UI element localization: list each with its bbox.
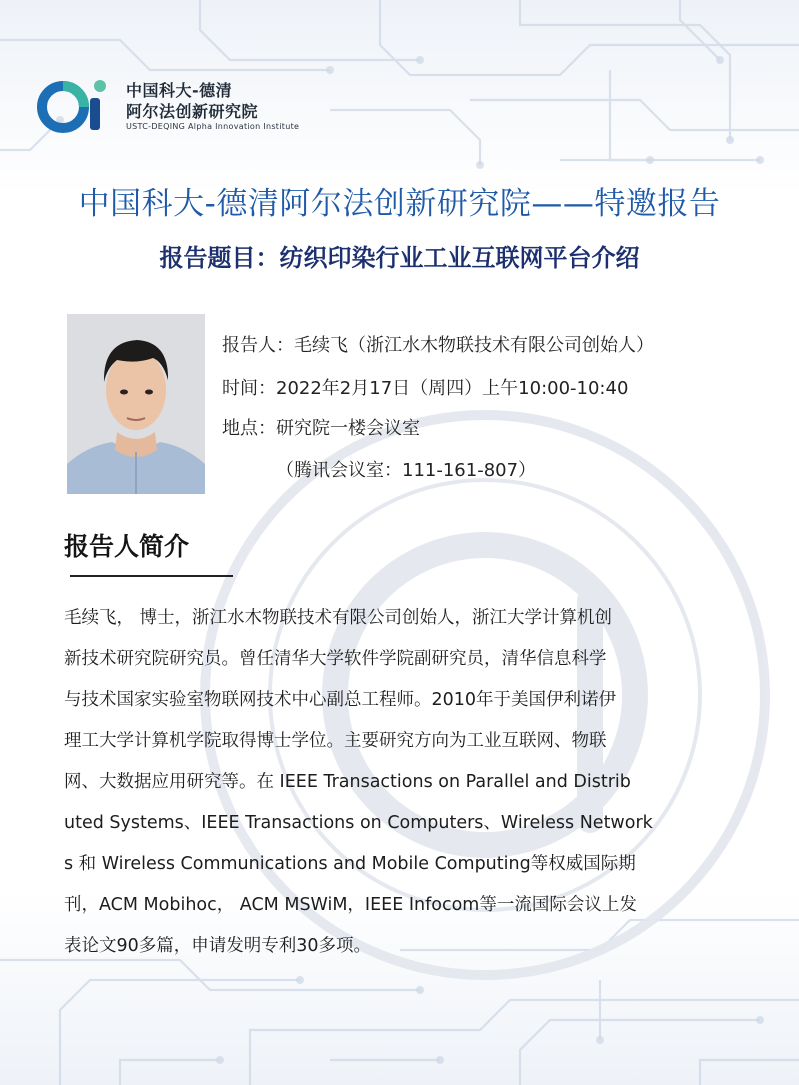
bio-line: 毛续飞， 博士，浙江水木物联技术有限公司创始人，浙江大学计算机创	[64, 608, 613, 628]
report-main-title: 中国科大-德清阿尔法创新研究院——特邀报告	[78, 186, 721, 222]
speaker-bio-heading: 报告人简介	[64, 532, 190, 561]
bio-line: 与技术国家实验室物联网技术中心副总工程师。2010年于美国伊利诺伊	[64, 690, 617, 710]
heading-underline	[70, 575, 233, 577]
bio-line: 理工大学计算机学院取得博士学位。主要研究方向为工业互联网、物联	[64, 731, 607, 751]
tencent-meeting-line: （腾讯会议室：111-161-807）	[276, 460, 537, 481]
report-time-line: 时间：2022年2月17日（周四）上午10:00-10:40	[222, 378, 629, 399]
report-location-line: 地点：研究院一楼会议室	[222, 418, 420, 439]
speaker-name-line: 报告人：毛续飞（浙江水木物联技术有限公司创始人）	[222, 335, 654, 356]
logo-english-line: USTC-DEQING Alpha Innovation Institute	[126, 122, 300, 131]
bio-line: 表论文90多篇，申请发明专利30多项。	[64, 936, 372, 956]
logo-chinese-line-2: 阿尔法创新研究院	[126, 102, 259, 121]
bio-line: 刊，ACM Mobihoc， ACM MSWiM，IEEE Infocom等一流国际会议上发	[64, 895, 637, 915]
speaker-bio-paragraph	[64, 598, 736, 967]
speaker-photo	[67, 314, 205, 494]
logo-chinese-line-1: 中国科大-德清	[126, 81, 233, 100]
bio-line: uted Systems、IEEE Transactions on Computers、Wireless Network	[64, 813, 653, 833]
bio-line: 新技术研究院研究员。曾任清华大学软件学院副研究员，清华信息科学	[64, 649, 607, 669]
institute-logo	[36, 76, 316, 136]
bio-line: 网、大数据应用研究等。在 IEEE Transactions on Parallel and Distrib	[64, 772, 631, 792]
report-topic-title: 报告题目：纺织印染行业工业互联网平台介绍	[159, 244, 640, 272]
alpha-i-logo-icon	[36, 76, 116, 136]
bio-line: s 和 Wireless Communications and Mobile Computing等权威国际期	[64, 854, 636, 874]
